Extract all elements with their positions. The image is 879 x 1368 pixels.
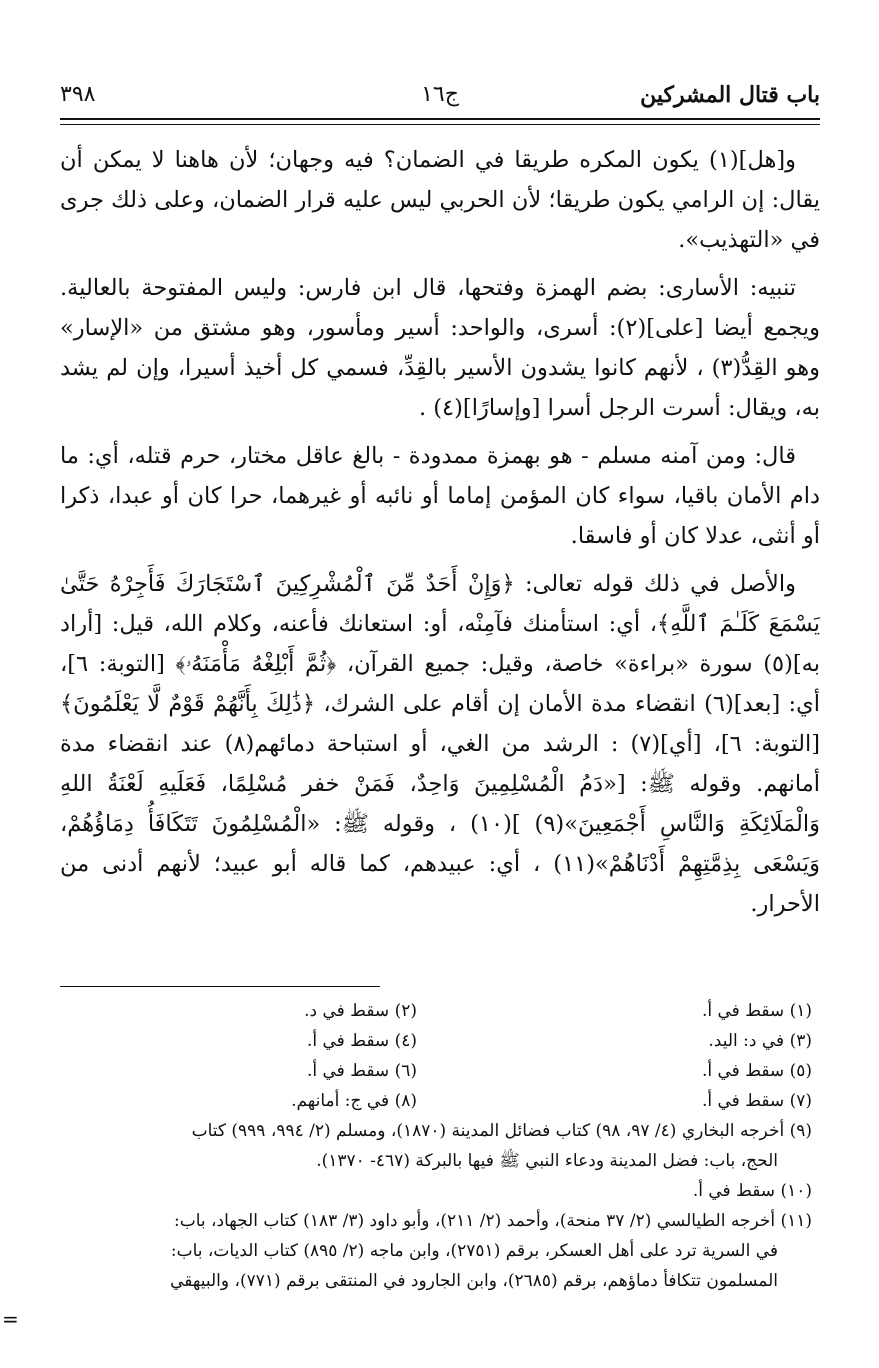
footnote-4: (٤) سقط في أ.: [306, 1031, 417, 1051]
footnote-7: (٧) سقط في أ.: [701, 1091, 812, 1111]
footnote-separator: [60, 986, 380, 987]
paragraph-2: تنبيه: الأساری: بضم الهمزة وفتحها، قال ابن فارس: وليس المفتوحة بالعالية. ويجمع أيضا [على](٢): أسرى، والواحد: أسير ومأسور، وهو مشتق من «الإسار» وهو القِدُّ(٣) ، لأنهم كانوا يشدون الأسير بالقِدِّ، فسمي كل أخيذ أسيرا، وإن لم يشد به، ويقال: أسرت الرجل أسرا [وإسارًا](٤) .: [60, 275, 821, 421]
page-number: ٣٩٨: [60, 82, 96, 107]
footnote-9: (٩) أخرجه البخاري (٤/ ٩٧، ٩٨) كتاب فضائل المدينة (١٨٧٠)، ومسلم (٢/ ٩٩٤، ٩٩٩) كتاب: [191, 1121, 812, 1141]
footnote-11-continued-2: المسلمون تتكافأ دماؤهم، برقم (٢٦٨٥)، وابن الجارود في المنتقى برقم (٧٧١)، والبيهقي: [170, 1271, 778, 1291]
running-header: [60, 82, 820, 112]
footnote-5: (٥) سقط في أ.: [701, 1061, 812, 1081]
footnote-3: (٣) في د: اليد.: [708, 1031, 812, 1051]
paragraph-3: قال: ومن آمنه مسلم - هو بهمزة ممدودة - بالغ عاقل مختار، حرم قتله، أي: ما دام الأمان باقيا، سواء كان المؤمن إماما أو نائبه أو غيرهما، حرا كان أو عبدا، ذكرا أو أنثى، عدلا كان أو فاسقا.: [60, 443, 820, 549]
book-page: [2, 0, 821, 1368]
footnote-8: (٨) في ج: أمانهم.: [291, 1091, 417, 1111]
volume-label: ج١٦: [421, 82, 459, 107]
footnote-11: (١١) أخرجه الطيالسي (٢/ ٣٧ منحة)، وأحمد (٢/ ٢١١)، وأبو داود (٣/ ١٨٣) كتاب الجهاد، باب:: [173, 1211, 812, 1231]
footnote-6: (٦) سقط في أ.: [306, 1061, 417, 1081]
footnote-11-continued-1: في السرية ترد على أهل العسكر، برقم (٢٧٥١)، وابن ماجه (٢/ ٨٩٥) كتاب الديات، باب:: [170, 1241, 778, 1261]
footnote-2: (٢) سقط في د.: [304, 1001, 417, 1021]
footnote-9-continued: الحج، باب: فضل المدينة ودعاء النبي ﷺ فيها بالبركة (٤٦٧- ١٣٧٠).: [316, 1151, 778, 1171]
header-rule-thin: [60, 124, 820, 125]
main-text: [60, 140, 820, 932]
footnote-10: (١٠) سقط في أ.: [692, 1181, 812, 1201]
header-rule-thick: [60, 118, 820, 120]
paragraph-1: و[هل](١) يكون المكره طريقا في الضمان؟ فيه وجهان؛ لأن هاهنا لا يمكن أن يقال: إن الرامي يكون طريقا؛ لأن الحربي ليس عليه قرار الضمان، وعلى ذلك جرى في «التهذيب».: [60, 147, 820, 253]
chapter-title: باب قتال المشركين: [640, 82, 820, 108]
footnote-1: (١) سقط في أ.: [701, 1001, 812, 1021]
footnotes: [60, 996, 820, 1296]
footnote-grid: [60, 996, 820, 1116]
continuation-mark: =: [2, 1307, 19, 1331]
paragraph-4: والأصل في ذلك قوله تعالى: ﴿وَإِنْ أَحَدٌ مِّنَ ٱلْمُشْرِكِينَ ٱسْتَجَارَكَ فَأَجِرْهُ حَتَّىٰ يَسْمَعَ كَلَـٰمَ ٱللَّهِ﴾، أي: استأمنك فآمِنْه، أو: استعانك فأعنه، وكلام الله، قيل: [أراد به](٥) سورة «براءة» خاصة، وقيل: جميع القرآن، ﴿ثُمَّ أَبْلِغْهُ مَأْمَنَهُۥ﴾ [التوبة: ٦]، أي: [بعد](٦) انقضاء مدة الأمان إن أقام على الشرك، ﴿ذَٰلِكَ بِأَنَّهُمْ قَوْمٌ لَّا يَعْلَمُونَ﴾ [التوبة: ٦]، [أي](٧) : الرشد من الغي، أو استباحة دمائهم(٨) عند انقضاء مدة أمانهم. وقوله ﷺ: [«دَمُ الْمُسْلِمِينَ وَاحِدٌ، فَمَنْ خفر مُسْلِمًا، فَعَلَيهِ لَعْنَةُ اللهِ وَالْمَلَائِكَةِ وَالنَّاسِ أَجْمَعِينَ»(٩) ](١٠) ، وقوله ﷺ: «الْمُسْلِمُونَ تَتَكَافَأُ دِمَاؤُهُمْ، وَيَسْعَى بِذِمَّتِهِمْ أَدْنَاهُمْ»(١١) ، أي: عبيدهم، كما قاله أبو عبيد؛ لأنهم أدنى من الأحرار.: [60, 571, 820, 917]
